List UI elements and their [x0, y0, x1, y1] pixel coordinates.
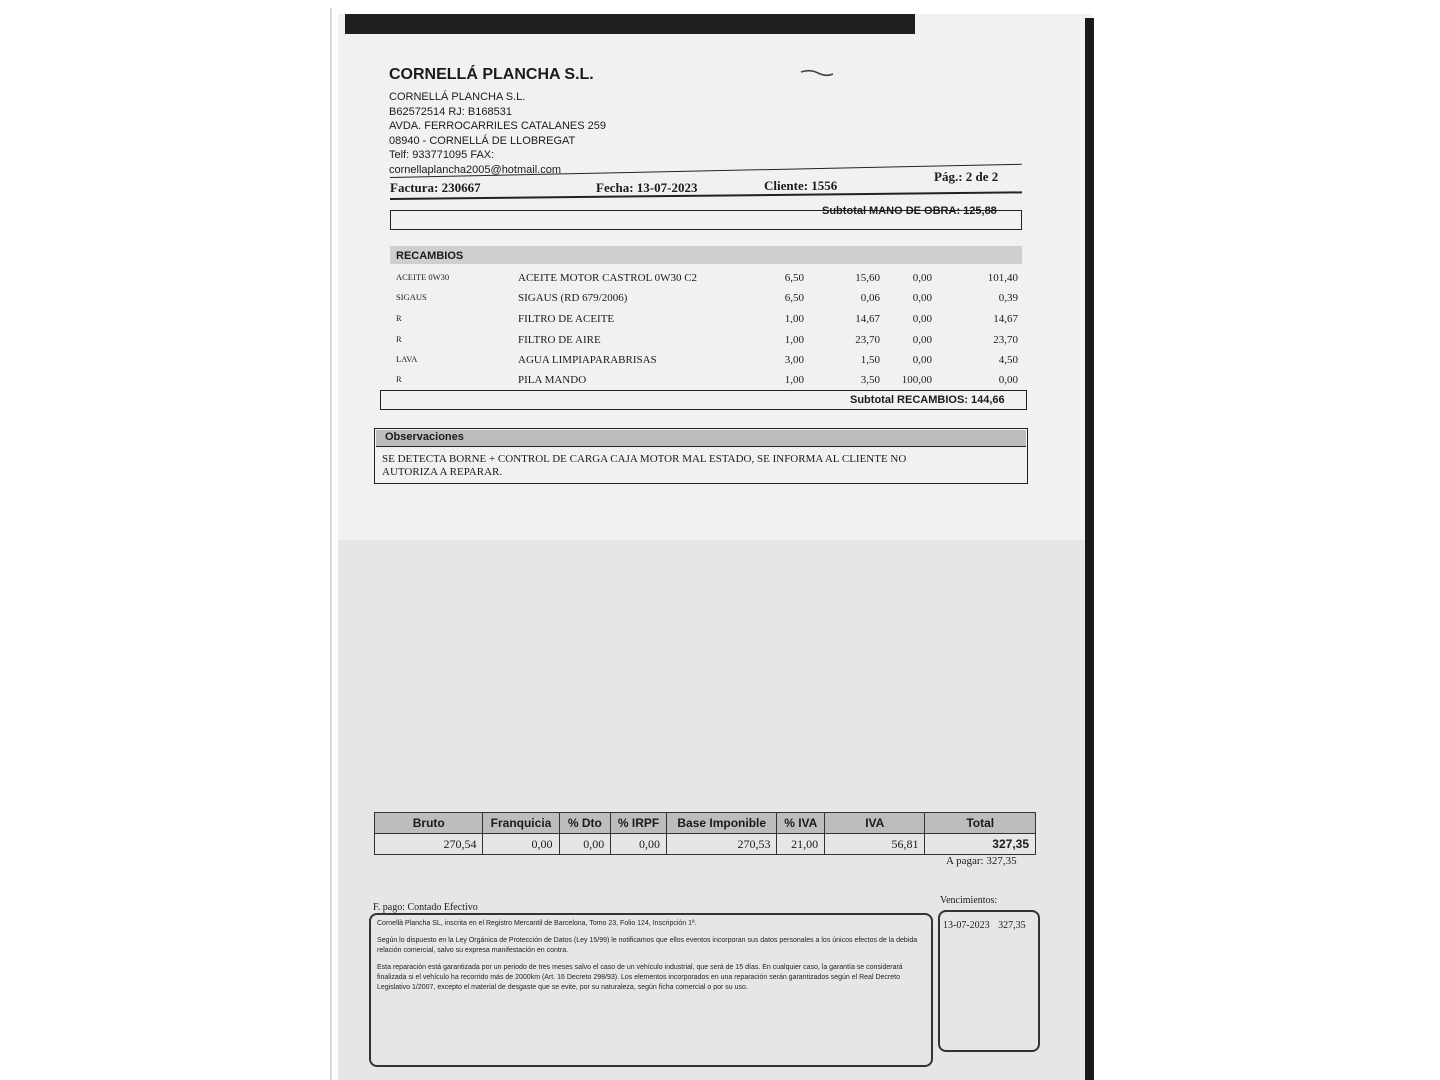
- totals-header: % IVA: [777, 813, 825, 834]
- legal-paragraph: Esta reparación está garantizada por un periodo de tres meses salvo el caso de un vehículo industrial, que será de 15 días. En cualquier caso, la garantía se considerará finalizada si el vehículo ha recorrido más de 2000km (Art. 16 Decreto 298/93). Los elementos incorporados en una reparación serán garantizados según el Real Decreto Legislativo 1/2007, excepto el material de desgaste que se evite, por su naturaleza, según ficha comercial o por su uso.: [377, 964, 903, 991]
- legal-paragraph: Según lo dispuesto en la Ley Orgánica de Protección de Datos (Ley 15/99) le notificamos que ellos eventos incorporan sus datos personales a los únicos efectos de la debida relación comercial, salvo su expresa manifestación en contra.: [377, 937, 918, 954]
- part-code: R: [396, 313, 402, 323]
- due-date: 13-07-2023: [943, 920, 990, 931]
- due-dates-label: Vencimientos:: [940, 895, 998, 906]
- part-quantity: 1,00: [784, 313, 804, 325]
- labor-subtotal: Subtotal MANO DE OBRA: 125,88: [822, 205, 997, 217]
- company-phone: Telf: 933771095 FAX:: [389, 149, 495, 161]
- totals-value: 56,81: [825, 834, 925, 855]
- totals-value: 0,00: [483, 834, 559, 855]
- invoice-date: Fecha: 13-07-2023: [596, 180, 698, 195]
- totals-header: IVA: [825, 813, 925, 834]
- part-total: 0,39: [998, 292, 1018, 304]
- part-price: 15,60: [855, 272, 880, 284]
- part-quantity: 6,50: [784, 292, 804, 304]
- part-quantity: 1,00: [784, 374, 804, 386]
- part-description: PILA MANDO: [518, 374, 587, 386]
- part-discount: 0,00: [912, 272, 932, 284]
- observations-title: Observaciones: [385, 431, 464, 443]
- amount-due: A pagar: 327,35: [946, 855, 1017, 867]
- part-code: SIGAUS: [396, 292, 427, 302]
- parts-subtotal: Subtotal RECAMBIOS: 144,66: [850, 394, 1005, 406]
- part-total: 14,67: [993, 313, 1018, 325]
- company-title: CORNELLÁ PLANCHA S.L.: [389, 66, 594, 83]
- totals-value: 0,00: [611, 834, 667, 855]
- part-price: 1,50: [860, 354, 880, 366]
- part-description: FILTRO DE ACEITE: [518, 313, 615, 325]
- scan-top-shadow: [345, 14, 915, 34]
- part-quantity: 3,00: [784, 354, 804, 366]
- totals-value-row: [375, 834, 1036, 855]
- totals-header: Base Imponible: [666, 813, 777, 834]
- invoice-page: Pág.: 2 de 2: [934, 169, 999, 184]
- totals-header: Franquicia: [483, 813, 559, 834]
- company-ids: B62572514 RJ: B168531: [389, 105, 512, 118]
- part-total: 23,70: [993, 334, 1018, 346]
- totals-table: [374, 812, 1036, 855]
- part-code: R: [396, 374, 402, 384]
- part-code: LAVA: [396, 354, 418, 364]
- paper-left-edge: [330, 8, 332, 1080]
- part-description: SIGAUS (RD 679/2006): [518, 292, 628, 304]
- part-discount: 0,00: [912, 354, 932, 366]
- grand-total-value: 327,35: [925, 834, 1036, 855]
- part-total: 101,40: [987, 272, 1018, 284]
- legal-notice-box: [369, 913, 933, 1067]
- part-total: 0,00: [998, 374, 1018, 386]
- company-address-block: [389, 90, 606, 177]
- due-amount: 327,35: [998, 920, 1026, 931]
- invoice-client: Cliente: 1556: [764, 178, 838, 193]
- totals-value: 270,54: [375, 834, 483, 855]
- part-discount: 0,00: [912, 313, 932, 325]
- part-discount: 0,00: [912, 292, 932, 304]
- table-row: [0, 313, 1440, 333]
- part-code: ACEITE 0W30: [396, 272, 450, 282]
- observations-line-2: AUTORIZA A REPARAR.: [382, 466, 503, 478]
- legal-paragraph: Cornellà Plancha SL, inscrita en el Registro Mercantil de Barcelona, Tomo 23, Folio 124, Inscripción 1ª.: [377, 920, 697, 927]
- company-email: cornellaplancha2005@hotmail.com: [389, 163, 561, 176]
- due-dates-box: [938, 910, 1040, 1052]
- totals-header: % IRPF: [611, 813, 667, 834]
- part-price: 3,50: [860, 374, 880, 386]
- part-description: FILTRO DE AIRE: [518, 334, 601, 346]
- table-row: [0, 354, 1440, 374]
- company-name: CORNELLÁ PLANCHA S.L.: [389, 91, 526, 103]
- parts-title: RECAMBIOS: [396, 250, 464, 262]
- part-description: AGUA LIMPIAPARABRISAS: [518, 354, 657, 366]
- observations-line-1: SE DETECTA BORNE + CONTROL DE CARGA CAJA MOTOR MAL ESTADO, SE INFORMA AL CLIENTE NO: [382, 453, 907, 465]
- company-street: AVDA. FERROCARRILES CATALANES 259: [389, 120, 607, 132]
- part-description: ACEITE MOTOR CASTROL 0W30 C2: [518, 272, 698, 284]
- observations-header-band: [376, 430, 1026, 447]
- totals-header: % Dto: [559, 813, 611, 834]
- part-quantity: 1,00: [784, 334, 804, 346]
- part-price: 0,06: [860, 292, 880, 304]
- part-discount: 0,00: [912, 334, 932, 346]
- part-quantity: 6,50: [784, 272, 804, 284]
- table-row: [0, 334, 1440, 354]
- totals-value: 21,00: [777, 834, 825, 855]
- pen-mark-icon: [800, 64, 834, 74]
- company-city: 08940 - CORNELLÁ DE LLOBREGAT: [389, 134, 576, 147]
- part-price: 14,67: [855, 313, 880, 325]
- part-code: R: [396, 334, 402, 344]
- table-row: [0, 292, 1440, 312]
- table-row: [0, 272, 1440, 292]
- totals-value: 270,53: [666, 834, 777, 855]
- payment-method: F. pago: Contado Efectivo: [373, 902, 478, 913]
- scan-right-shadow: [1085, 18, 1094, 1080]
- part-total: 4,50: [998, 354, 1018, 366]
- totals-header: Total: [925, 813, 1036, 834]
- parts-header-band: [390, 246, 1022, 264]
- part-discount: 100,00: [901, 374, 932, 386]
- part-price: 23,70: [855, 334, 880, 346]
- invoice-number: Factura: 230667: [390, 180, 481, 195]
- totals-header-row: [375, 813, 1036, 834]
- totals-value: 0,00: [559, 834, 611, 855]
- totals-header: Bruto: [375, 813, 483, 834]
